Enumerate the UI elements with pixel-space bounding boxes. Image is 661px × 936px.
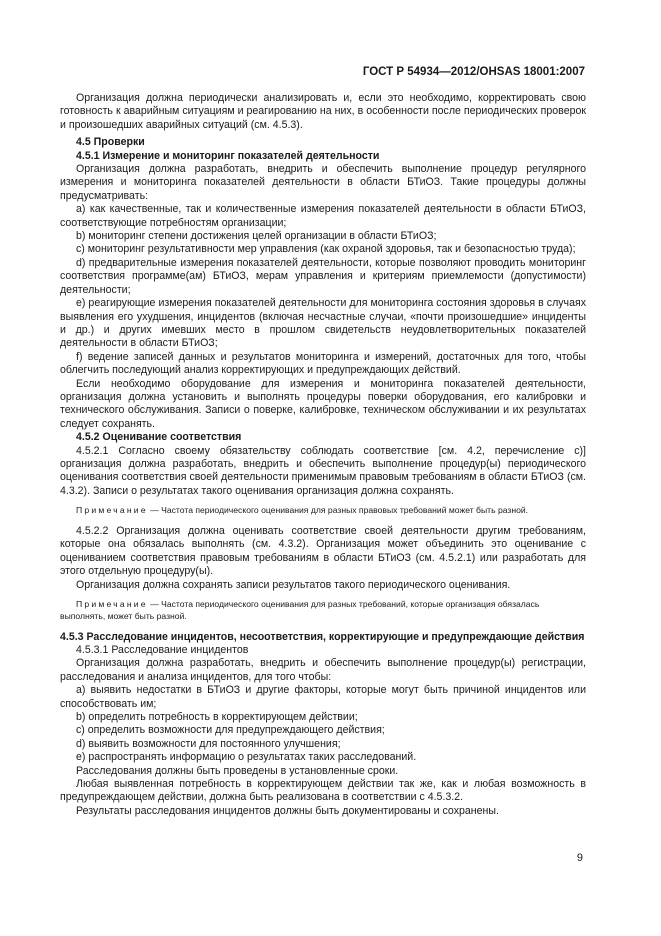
- note: [60, 599, 586, 623]
- paragraph: Если необходимо оборудование для измерения и мониторинга показателей деятельности, организация должна установить и выполнять процедуры поверки оборудования, его калибровки и технического обслуживания. Записи о поверке, калибровке, техническом обслуживании и их результатах следует сохранять.: [60, 377, 586, 430]
- note-label: Примечание: [76, 599, 148, 610]
- list-item: d) предварительные измерения показателей деятельности, которые позволяют проводить мониторинг соответствия программе(ам) БТиОЗ, мерам управления и критериям приемлемости (допустимости) деятельности;: [60, 256, 586, 296]
- list-item: c) определить возможности для предупреждающего действия;: [76, 724, 385, 737]
- note-label: Примечание: [76, 505, 148, 516]
- list-item: f) ведение записей данных и результатов мониторинга и измерений, достаточных для того, чтобы облегчить последующий анализ корректирующих и предупреждающих действий.: [60, 350, 586, 377]
- document-body: [60, 92, 586, 818]
- paragraph: Организация должна разработать, внедрить и обеспечить выполнение процедур регулярного измерения и мониторинга показателей деятельности в области БТиОЗ. Такие процедуры должны предусматривать:: [60, 163, 586, 202]
- list-item: b) определить потребность в корректирующем действии;: [76, 711, 358, 724]
- list-item: e) распространять информацию о результатах таких расследований.: [76, 751, 417, 764]
- note-text: — Частота периодического оценивания для разных требований, которые организация обязалась выполнять, может быть разной.: [60, 599, 540, 621]
- list-item: а) выявить недостатки в БТиОЗ и другие факторы, которые могут быть причиной инцидентов или способствовать им;: [60, 684, 586, 710]
- section-heading: 4.5.2 Оценивание соответствия: [76, 431, 242, 444]
- paragraph: Любая выявленная потребность в корректирующем действии так же, как и любая возможность в предупреждающем действии, должна быть реализована в соответствии с 4.5.3.2.: [60, 778, 586, 804]
- paragraph: 4.5.2.2 Организация должна оценивать соответствие своей деятельности другим требованиям, которые она обязалась выполнять (см. 4.3.2). Организация может объединить это оценивание с оцениванием соответствия правовым требованиям в области БТиОЗ (см. 4.5.2.1) или разработать для этого отдельную процедуру(ы).: [60, 524, 586, 578]
- paragraph: Расследования должны быть проведены в установленные сроки.: [76, 764, 399, 777]
- section-heading: 4.5.1 Измерение и мониторинг показателей деятельности: [76, 149, 380, 162]
- note-text: — Частота периодического оценивания для разных правовых требований может быть разной.: [147, 505, 529, 516]
- page-header: ГОСТ Р 54934—2012/OHSAS 18001:2007: [362, 66, 585, 78]
- list-item: b) мониторинг степени достижения целей организации в области БТиОЗ;: [76, 230, 437, 243]
- page-number: 9: [576, 852, 583, 864]
- subsection-heading: 4.5.3.1 Расследование инцидентов: [76, 644, 249, 657]
- list-item: d) выявить возможности для постоянного улучшения;: [76, 737, 341, 750]
- paragraph: Организация должна сохранять записи результатов такого периодического оценивания.: [76, 578, 511, 591]
- paragraph: Организация должна периодически анализировать и, если это необходимо, корректировать свою готовность к аварийным ситуациям и реагированию на них, в особенности после периодических проверок и произошедших аварийных ситуаций (см. 4.5.3).: [60, 92, 586, 131]
- paragraph: Организация должна разработать, внедрить и обеспечить выполнение процедур(ы) регистрации, расследования и анализа инцидентов, для того чтобы:: [60, 657, 586, 683]
- list-item: e) реагирующие измерения показателей деятельности для мониторинга состояния здоровья в случаях выявления его ухудшения, инцидентов (включая несчастные случаи, «почти произошедшие» инциденты и др.) и других имевших место в прошлом свидетельств неудовлетворительных показателей деятельности в области БТиОЗ;: [60, 297, 586, 350]
- section-heading: 4.5.3 Расследование инцидентов, несоответствия, корректирующие и предупреждающие действия: [60, 630, 585, 643]
- paragraph: Результаты расследования инцидентов должны быть документированы и сохранены.: [76, 804, 499, 817]
- list-item: c) мониторинг результативности мер управления (как охраной здоровья, так и безопасностью труда);: [76, 243, 576, 256]
- list-item: а) как качественные, так и количественные измерения показателей деятельности в области БТиОЗ, соответствующие потребностям организации;: [60, 203, 586, 229]
- note: [60, 505, 586, 517]
- section-heading: 4.5 Проверки: [76, 136, 145, 149]
- paragraph: 4.5.2.1 Согласно своему обязательству соблюдать соответствие [см. 4.2, перечисление с)] организация должна разработать, внедрить и обеспечить выполнение процедур(ы) периодического оценивания соответствия своей деятельности применимым правовым требованиям в области БТиОЗ (см. 4.3.2). Записи о результатах такого оценивания организация должна сохранять.: [60, 444, 586, 497]
